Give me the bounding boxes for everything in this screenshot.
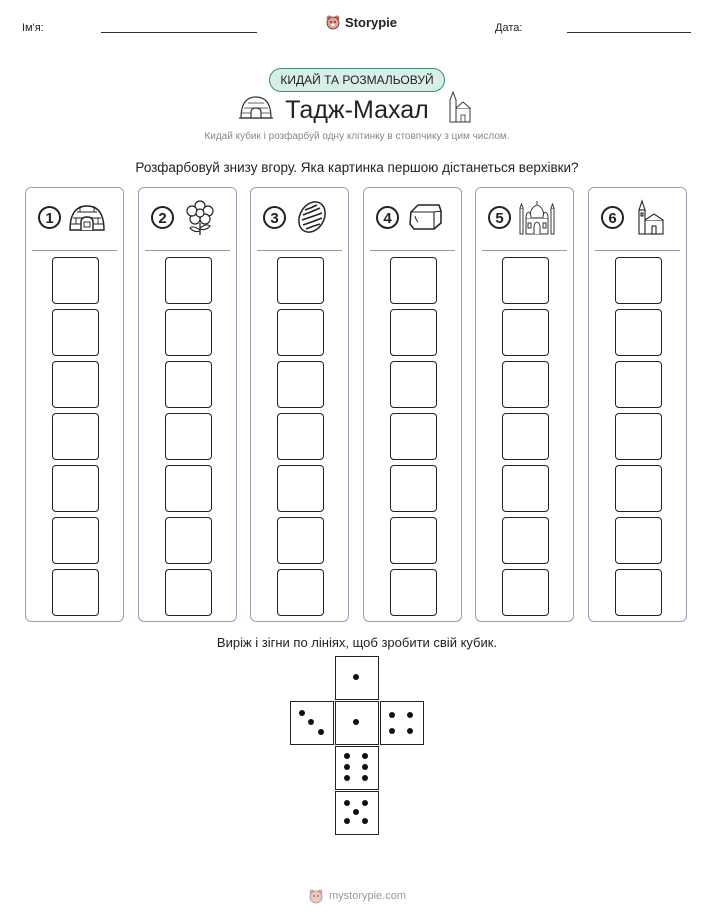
stone-icon (293, 198, 331, 236)
column-separator (32, 250, 117, 251)
color-cell[interactable] (390, 309, 437, 356)
name-line[interactable] (101, 32, 257, 33)
color-cell[interactable] (390, 257, 437, 304)
color-cell[interactable] (615, 465, 662, 512)
pip (344, 753, 350, 759)
column-number: 6 (601, 206, 624, 229)
pip (344, 800, 350, 806)
column-separator (257, 250, 342, 251)
column-number: 2 (151, 206, 174, 229)
color-cell[interactable] (502, 569, 549, 616)
dice-face-6 (335, 746, 379, 790)
color-cell[interactable] (615, 517, 662, 564)
bear-icon (325, 14, 341, 30)
color-cell[interactable] (390, 465, 437, 512)
color-cell[interactable] (502, 309, 549, 356)
color-cell[interactable] (52, 361, 99, 408)
column-separator (595, 250, 680, 251)
brand-name: Storypie (345, 14, 398, 30)
color-cell[interactable] (165, 465, 212, 512)
color-cell[interactable] (390, 361, 437, 408)
color-cell[interactable] (390, 517, 437, 564)
color-cell[interactable] (165, 569, 212, 616)
dice-face-5 (335, 791, 379, 835)
pip (344, 775, 350, 781)
color-cell[interactable] (277, 569, 324, 616)
church-title-icon (445, 90, 473, 124)
column-1 (25, 187, 124, 622)
color-cell[interactable] (502, 465, 549, 512)
dice-face-4 (380, 701, 424, 745)
name-label: Ім'я: (22, 22, 44, 34)
color-cell[interactable] (615, 361, 662, 408)
color-cell[interactable] (165, 413, 212, 460)
pip (362, 775, 368, 781)
ice-cube-icon (406, 198, 444, 236)
date-line[interactable] (567, 32, 691, 33)
color-cell[interactable] (615, 413, 662, 460)
color-cell[interactable] (615, 569, 662, 616)
pip (362, 764, 368, 770)
color-cell[interactable] (52, 569, 99, 616)
question-text: Розфарбовуй знизу вгору. Яка картинка першою дістанеться верхівки? (135, 160, 579, 175)
column-2 (138, 187, 237, 622)
color-cell[interactable] (615, 257, 662, 304)
column-separator (370, 250, 455, 251)
column-number: 4 (376, 206, 399, 229)
column-5 (475, 187, 574, 622)
color-cell[interactable] (52, 465, 99, 512)
cut-instruction: Виріж і зігни по лініях, щоб зробити свій кубик. (216, 635, 498, 650)
column-3 (250, 187, 349, 622)
igloo-icon (68, 198, 106, 236)
footer-url: mystorypie.com (328, 890, 407, 902)
dice-face-center (335, 701, 379, 745)
pip (362, 753, 368, 759)
color-cell[interactable] (277, 465, 324, 512)
column-4 (363, 187, 462, 622)
dice-net (290, 656, 426, 836)
pip (389, 728, 395, 734)
color-cell[interactable] (165, 517, 212, 564)
color-cell[interactable] (615, 309, 662, 356)
pip (362, 800, 368, 806)
color-cell[interactable] (277, 517, 324, 564)
flower-icon (181, 198, 219, 236)
pip (353, 674, 359, 680)
color-cell[interactable] (277, 361, 324, 408)
color-cell[interactable] (52, 413, 99, 460)
activity-badge: КИДАЙ ТА РОЗМАЛЬОВУЙ (269, 68, 445, 92)
bear-icon (308, 888, 324, 904)
church-icon (631, 198, 669, 236)
color-cell[interactable] (502, 361, 549, 408)
column-number: 3 (263, 206, 286, 229)
pip (362, 818, 368, 824)
pip (344, 818, 350, 824)
brand-logo (325, 14, 397, 30)
column-number: 1 (38, 206, 61, 229)
pip (344, 764, 350, 770)
page-title: Тадж-Махал (285, 96, 429, 124)
color-cell[interactable] (165, 361, 212, 408)
pip (389, 712, 395, 718)
pip (353, 809, 359, 815)
pip (318, 729, 324, 735)
pip (299, 710, 305, 716)
pip (407, 712, 413, 718)
color-cell[interactable] (165, 257, 212, 304)
color-cell[interactable] (277, 257, 324, 304)
color-cell[interactable] (277, 309, 324, 356)
color-cell[interactable] (52, 309, 99, 356)
subtitle: Кидай кубик і розфарбуй одну клітинку в стовпчику з цим числом. (204, 131, 510, 142)
column-separator (145, 250, 230, 251)
color-cell[interactable] (165, 309, 212, 356)
pip (407, 728, 413, 734)
pip (353, 719, 359, 725)
date-label: Дата: (495, 22, 523, 34)
column-6 (588, 187, 687, 622)
pip (308, 719, 314, 725)
color-cell[interactable] (52, 517, 99, 564)
footer (0, 888, 714, 904)
dice-face-3 (290, 701, 334, 745)
color-cell[interactable] (277, 413, 324, 460)
color-cell[interactable] (390, 413, 437, 460)
color-cell[interactable] (502, 517, 549, 564)
column-number: 5 (488, 206, 511, 229)
color-cell[interactable] (502, 413, 549, 460)
color-cell[interactable] (390, 569, 437, 616)
dice-face-1 (335, 656, 379, 700)
color-cell[interactable] (502, 257, 549, 304)
taj-mahal-icon (518, 198, 556, 236)
color-cell[interactable] (52, 257, 99, 304)
column-separator (482, 250, 567, 251)
